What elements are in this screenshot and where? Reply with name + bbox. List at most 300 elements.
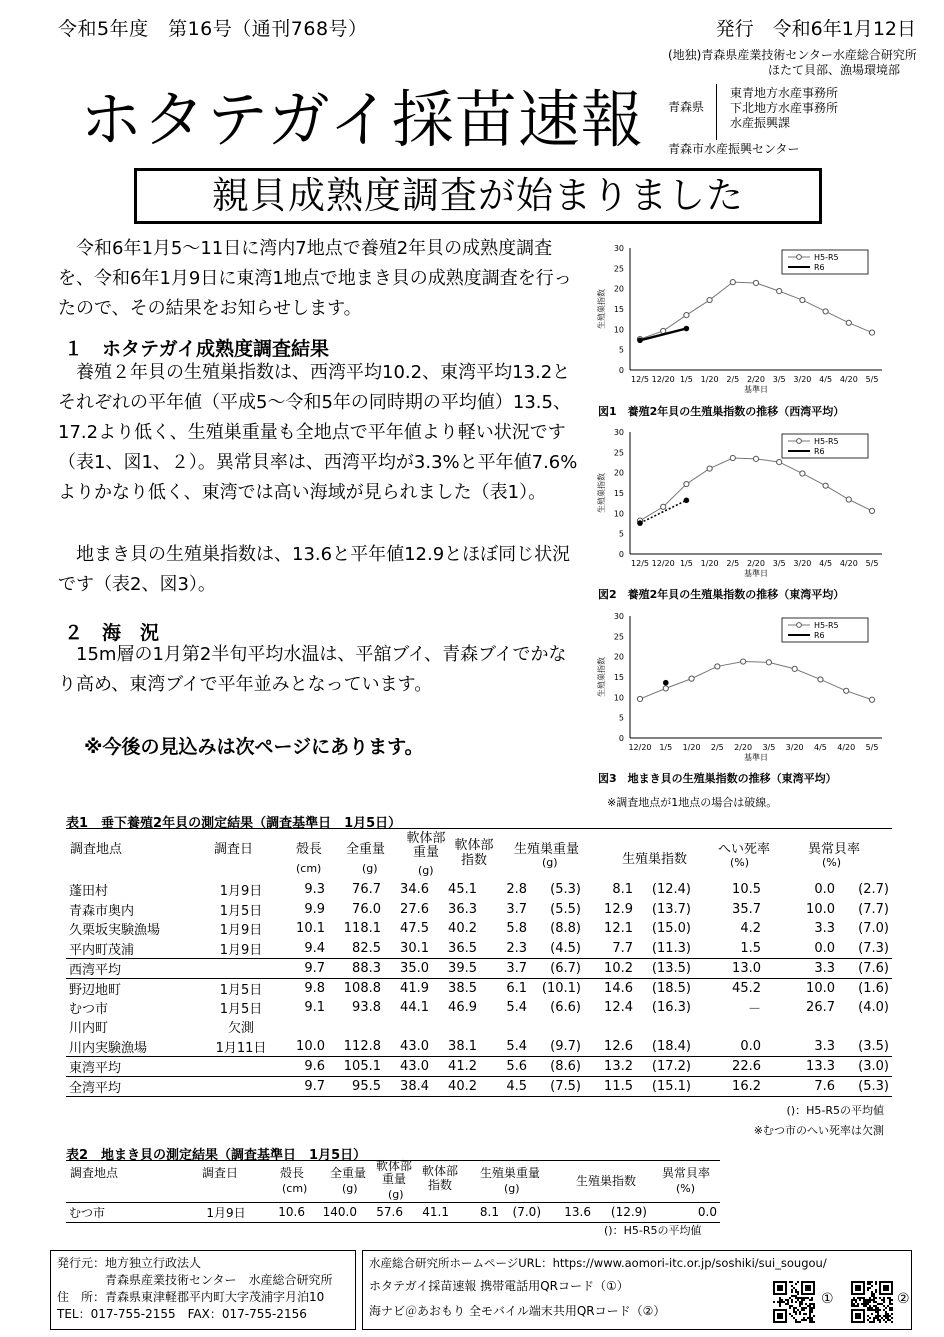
qr-module <box>873 1297 875 1299</box>
series-current-point <box>637 338 643 344</box>
org-pref: 青森県 <box>668 100 705 114</box>
qr-module <box>809 1313 811 1315</box>
series-normal-point <box>637 696 642 701</box>
qr-module <box>871 1291 873 1293</box>
qr-module <box>803 1299 805 1301</box>
qr-module <box>791 1301 793 1303</box>
qr-module <box>783 1301 785 1303</box>
qr-module <box>855 1301 857 1303</box>
series-normal-point <box>869 697 874 702</box>
qr-module <box>875 1305 877 1307</box>
legend-normal-label: H5-R5 <box>814 253 839 262</box>
qr-module <box>779 1299 781 1301</box>
qr-module <box>865 1303 867 1305</box>
qr-module <box>789 1281 791 1283</box>
table1-row: 久栗坂実験漁場 1月9日 10.1 118.1 47.5 40.2 5.8 (8.8) 12.1 (15.0) 4.2 3.3 (7.0) <box>69 921 889 939</box>
series-normal-point <box>800 471 805 476</box>
qr-module <box>867 1319 869 1321</box>
qr-module <box>867 1303 869 1305</box>
table2 <box>66 1202 720 1223</box>
series-normal-point <box>663 686 668 691</box>
qr-module <box>791 1281 793 1283</box>
qr-module <box>887 1305 889 1307</box>
qr-module <box>889 1297 891 1299</box>
qr-module <box>871 1313 873 1315</box>
qr-module <box>853 1299 855 1301</box>
y-tick-label: 20 <box>613 652 624 662</box>
qr-module <box>867 1309 869 1311</box>
qr-module <box>799 1301 801 1303</box>
qr-module <box>793 1317 795 1319</box>
qr-module <box>791 1291 793 1293</box>
qr-module <box>877 1313 879 1315</box>
qr-module <box>891 1313 893 1315</box>
qr-finder-core <box>777 1285 783 1291</box>
y-tick-label: 0 <box>618 366 624 375</box>
qr-module <box>799 1297 801 1299</box>
qr-module <box>871 1295 873 1297</box>
qr-module <box>887 1317 889 1319</box>
section1-heading: １ ホタテガイ成熟度調査結果 <box>64 338 330 360</box>
qr-module <box>803 1309 805 1311</box>
qr-module <box>785 1299 787 1301</box>
org-main: (地独)青森県産業技術センター水産総合研究所 ほたて貝部、漁場環境部 <box>668 48 917 77</box>
series-normal-point <box>730 280 735 285</box>
qr-module <box>873 1305 875 1307</box>
y-tick-label: 0 <box>618 734 624 743</box>
qr-module <box>877 1319 879 1321</box>
qr-module <box>875 1309 877 1311</box>
x-tick-label: 4/20 <box>839 559 858 568</box>
qr-module <box>793 1311 795 1313</box>
x-tick-label: 2/5 <box>710 743 724 752</box>
qr-module <box>801 1309 803 1311</box>
table1-row: 川内実験漁場 1月11日 10.0 112.8 43.0 38.1 5.4 (9.7) 12.6 (18.4) 0.0 3.3 (3.5) <box>66 1037 892 1057</box>
qr-module <box>797 1321 799 1323</box>
x-tick-label: 12/20 <box>628 743 652 752</box>
qr-module <box>873 1319 875 1321</box>
qr-module <box>885 1313 887 1315</box>
qr-module <box>813 1307 815 1309</box>
qr-module <box>809 1311 811 1313</box>
qr-module <box>869 1307 871 1309</box>
x-tick-label: 12/5 <box>631 375 649 384</box>
table2-title: 表2 地まき貝の測定結果（調査基準日 1月5日） <box>66 1148 367 1163</box>
qr-module <box>857 1303 859 1305</box>
qr-module <box>811 1309 813 1311</box>
qr-module <box>885 1321 887 1323</box>
qr-2-marker: ② <box>897 1291 910 1307</box>
qr-module <box>795 1319 797 1321</box>
table1-row: 蓬田村 1月9日 9.3 76.7 34.6 45.1 2.8 (5.3) 8.1 (12.4) 10.5 0.0 (2.7) <box>69 882 889 900</box>
qr-module <box>873 1309 875 1311</box>
qr-module <box>809 1321 811 1323</box>
table1-header: 調査地点 調査日 殻長 (cm) 全重量 (g) 軟体部重量 (g) 軟体部指数 生殖巣重量 (g) 生殖巣指数 へい死率 (%) 異常貝率 (%) <box>70 831 861 877</box>
qr-module <box>889 1309 891 1311</box>
qr-module <box>793 1295 795 1297</box>
x-tick-label: 1/20 <box>682 743 701 752</box>
qr-module <box>801 1301 803 1303</box>
x-tick-label: 2/5 <box>726 375 740 384</box>
qr-module <box>889 1307 891 1309</box>
qr-module <box>877 1303 879 1305</box>
qr-module <box>887 1315 889 1317</box>
qr-module <box>787 1299 789 1301</box>
qr-module <box>801 1303 803 1305</box>
x-tick-label: 2/20 <box>734 743 753 752</box>
qr-module <box>859 1299 861 1301</box>
qr-module <box>881 1299 883 1301</box>
qr-module <box>811 1317 813 1319</box>
x-tick-label: 5/5 <box>865 375 879 384</box>
qr-module <box>851 1305 853 1307</box>
qr-module <box>793 1309 795 1311</box>
qr-module <box>873 1317 875 1319</box>
qr-finder-core <box>855 1313 861 1319</box>
table1-row: 全湾平均 9.7 95.5 38.4 40.2 4.5 (7.5) 11.5 (15.1) 16.2 7.6 (5.3) <box>66 1076 892 1096</box>
y-axis-label: 生殖巣指数 <box>597 473 606 513</box>
section2-paragraph: 15m層の1月第2半旬平均水温は、平舘ブイ、青森ブイでかなり高め、東湾ブイで平年並みとなっています。 <box>58 644 567 695</box>
x-tick-label: 3/5 <box>762 743 776 752</box>
y-tick-label: 15 <box>613 305 624 314</box>
org-sub-list: 東青地方水産事務所 下北地方水産事務所 水産振興課 <box>730 86 839 130</box>
qr-module <box>791 1315 793 1317</box>
series-normal-point <box>707 297 712 302</box>
qr-module <box>885 1315 887 1317</box>
qr-module <box>873 1301 875 1303</box>
qr-label-1: ホタテガイ採苗速報 携帯電話用QRコード（①） <box>369 1279 629 1293</box>
qr-module <box>889 1315 891 1317</box>
qr-module <box>791 1305 793 1307</box>
qr-module <box>871 1299 873 1301</box>
qr-module <box>807 1317 809 1319</box>
qr-module <box>805 1319 807 1321</box>
qr-module <box>799 1303 801 1305</box>
qr-module <box>811 1319 813 1321</box>
series-current-point <box>684 326 690 332</box>
series-normal-point <box>869 330 874 335</box>
qr-module <box>877 1317 879 1319</box>
qr-module <box>853 1305 855 1307</box>
qr-module <box>887 1319 889 1321</box>
qr-module <box>797 1293 799 1295</box>
table1-row: 野辺地町 1月5日 9.8 108.8 41.9 38.5 6.1 (10.1) 14.6 (18.5) 45.2 10.0 (1.6) <box>69 980 889 998</box>
series-normal-line <box>640 662 872 700</box>
qr-module <box>891 1299 893 1301</box>
qr-module <box>869 1299 871 1301</box>
qr-module <box>867 1283 869 1285</box>
qr-module <box>863 1303 865 1305</box>
x-tick-label: 1/20 <box>700 559 719 568</box>
y-axis-label: 生殖巣指数 <box>597 289 606 329</box>
qr-code-1-icon[interactable] <box>773 1281 815 1323</box>
qr-module <box>871 1281 873 1283</box>
qr-module <box>861 1303 863 1305</box>
qr-module <box>805 1307 807 1309</box>
x-tick-label: 4/5 <box>819 559 833 568</box>
qr-module <box>883 1309 885 1311</box>
series-normal-point <box>777 289 782 294</box>
qr-module <box>795 1313 797 1315</box>
qr-module <box>811 1303 813 1305</box>
qr-module <box>793 1287 795 1289</box>
qr-module <box>883 1297 885 1299</box>
qr-module <box>883 1299 885 1301</box>
qr-module <box>871 1309 873 1311</box>
qr-module <box>789 1313 791 1315</box>
qr-module <box>855 1305 857 1307</box>
qr-module <box>863 1301 865 1303</box>
y-tick-label: 5 <box>618 713 624 723</box>
legend-current-label: R6 <box>814 631 825 640</box>
qr-module <box>795 1311 797 1313</box>
x-tick-label: 2/20 <box>747 559 765 568</box>
x-tick-label: 3/5 <box>772 559 786 568</box>
series-normal-line <box>640 458 872 521</box>
chart-seabed-title: 図3 地まき貝の生殖巣指数の推移（東湾平均） <box>598 772 837 785</box>
chart-west-bay <box>594 238 894 398</box>
qr-module <box>807 1305 809 1307</box>
chart-west-bay-title: 図1 養殖2年貝の生殖巣指数の推移（西湾平均） <box>598 405 845 418</box>
table2-row: むつ市 1月9日 10.6 140.0 57.6 41.1 8.1 (7.0) 13.6 (12.9) 0.0 <box>69 1205 717 1220</box>
qr-module <box>889 1301 891 1303</box>
series-current-point <box>684 498 690 504</box>
qr-module <box>813 1321 815 1323</box>
section1-paragraph1: 養殖２年貝の生殖巣指数は、西湾平均10.2、東湾平均13.2とそれぞれの平年値（平成5～令和5年の同時期の平均値）13.5、17.2より低く、生殖巣重量も全地点で平年値より軽い状況です（表1、図1、２）。異常貝率は、西湾平均が3.3%と平年値7.6%よりかなり低く、東湾では高い海域が見られました（表1）。 <box>58 362 578 503</box>
qr-module <box>801 1307 803 1309</box>
x-tick-label: 1/5 <box>659 743 673 752</box>
qr-module <box>883 1305 885 1307</box>
qr-module <box>869 1281 871 1283</box>
legend-normal-marker <box>797 439 802 444</box>
qr-module <box>805 1297 807 1299</box>
qr-module <box>859 1297 861 1299</box>
qr-finder-core <box>855 1285 861 1291</box>
qr-module <box>875 1301 877 1303</box>
qr-module <box>863 1299 865 1301</box>
qr-module <box>797 1309 799 1311</box>
qr-module <box>875 1281 877 1283</box>
qr-module <box>799 1313 801 1315</box>
issue-date: 発行 令和6年1月12日 <box>715 18 916 40</box>
qr-module <box>867 1307 869 1309</box>
qr-module <box>855 1299 857 1301</box>
qr-module <box>885 1311 887 1313</box>
qr-module <box>875 1311 877 1313</box>
qr-module <box>773 1301 775 1303</box>
qr-module <box>781 1301 783 1303</box>
y-tick-label: 25 <box>613 632 624 642</box>
x-tick-label: 1/20 <box>700 375 719 384</box>
qr-module <box>781 1299 783 1301</box>
qr-module <box>787 1301 789 1303</box>
qr-module <box>795 1291 797 1293</box>
qr-module <box>879 1309 881 1311</box>
y-tick-label: 10 <box>613 509 624 519</box>
series-normal-point <box>684 481 689 486</box>
series-normal-point <box>684 313 689 318</box>
homepage-url[interactable]: 水産総合研究所ホームページURL：https://www.aomori-itc.or.jp/soshiki/sui_sougou/ <box>369 1256 827 1270</box>
qr-module <box>865 1301 867 1303</box>
qr-module <box>803 1297 805 1299</box>
table1-title: 表1 垂下養殖2年貝の測定結果（調査基準日 1月5日） <box>66 816 402 831</box>
series-normal-point <box>823 483 828 488</box>
x-tick-label: 4/20 <box>837 743 856 752</box>
qr-module <box>875 1297 877 1299</box>
qr-module <box>803 1307 805 1309</box>
qr-module <box>871 1307 873 1309</box>
qr-module <box>809 1305 811 1307</box>
y-tick-label: 0 <box>618 550 624 559</box>
qr-module <box>851 1299 853 1301</box>
qr-module <box>879 1321 881 1323</box>
qr-module <box>879 1319 881 1321</box>
chart-seabed <box>594 606 894 766</box>
qr-module <box>809 1303 811 1305</box>
qr-module <box>791 1295 793 1297</box>
qr-module <box>867 1289 869 1291</box>
qr-module <box>795 1321 797 1323</box>
table1-row: 平内町茂浦 1月9日 9.4 82.5 30.1 36.5 2.3 (4.5) 7.7 (11.3) 1.5 0.0 (7.3) <box>66 939 892 959</box>
legend-normal-marker <box>797 255 802 260</box>
qr-module <box>887 1313 889 1315</box>
qr-module <box>875 1291 877 1293</box>
qr-module <box>791 1299 793 1301</box>
qr-module <box>873 1295 875 1297</box>
qr-finder-core <box>805 1285 811 1291</box>
qr-module <box>811 1321 813 1323</box>
qr-module <box>891 1309 893 1311</box>
qr-module <box>789 1297 791 1299</box>
qr-module <box>809 1317 811 1319</box>
qr-module <box>869 1283 871 1285</box>
qr-module <box>809 1299 811 1301</box>
qr-module <box>805 1313 807 1315</box>
qr-module <box>871 1321 873 1323</box>
qr-module <box>883 1315 885 1317</box>
qr-module <box>881 1303 883 1305</box>
issue-number: 令和5年度 第16号（通刊768号） <box>58 18 368 40</box>
qr-1-marker: ① <box>821 1291 834 1307</box>
qr-module <box>795 1283 797 1285</box>
qr-module <box>805 1303 807 1305</box>
qr-module <box>877 1307 879 1309</box>
y-tick-label: 5 <box>618 529 624 539</box>
y-axis-label: 生殖巣指数 <box>597 657 606 697</box>
qr-module <box>791 1289 793 1291</box>
qr-module <box>891 1307 893 1309</box>
series-normal-point <box>715 664 720 669</box>
qr-module <box>867 1287 869 1289</box>
footer-publisher: 発行元：地方独立行政法人 青森県産業技術センター 水産総合研究所 住 所：青森県東津軽郡平内町大字茂浦字月泊10 TEL：017-755-2155 FAX：017-755-2156 <box>50 1250 356 1330</box>
qr-module <box>813 1303 815 1305</box>
series-normal-point <box>741 659 746 664</box>
x-tick-label: 2/5 <box>726 559 740 568</box>
qr-module <box>803 1319 805 1321</box>
qr-module <box>811 1297 813 1299</box>
table1-row: 川内町 欠測 <box>69 1021 254 1037</box>
table1-row: 東湾平均 9.6 105.1 43.0 41.2 5.6 (8.6) 13.2 (17.2) 22.6 13.3 (3.0) <box>66 1056 892 1076</box>
x-axis-label: 基準日 <box>744 753 768 762</box>
qr-module <box>873 1321 875 1323</box>
series-normal-point <box>707 466 712 471</box>
qr-module <box>885 1317 887 1319</box>
legend-current-label: R6 <box>814 263 825 272</box>
qr-module <box>869 1297 871 1299</box>
qr-module <box>797 1281 799 1283</box>
qr-module <box>779 1301 781 1303</box>
x-tick-label: 3/5 <box>772 375 786 384</box>
qr-module <box>871 1285 873 1287</box>
qr-module <box>877 1311 879 1313</box>
qr-module <box>801 1299 803 1301</box>
qr-module <box>797 1291 799 1293</box>
qr-module <box>867 1301 869 1303</box>
qr-module <box>877 1315 879 1317</box>
series-normal-point <box>792 666 797 671</box>
qr-module <box>879 1315 881 1317</box>
y-tick-label: 30 <box>613 428 624 437</box>
series-normal-point <box>869 508 874 513</box>
table2-note: ()：H5-R5の平均値 <box>604 1224 702 1237</box>
series-normal-point <box>844 688 849 693</box>
table2-header: 調査地点 調査日 殻長 (cm) 全重量 (g) 軟体部重量 (g) 軟体部指数 生殖巣重量 (g) 生殖巣指数 異常貝率 (%) <box>70 1159 711 1201</box>
series-normal-point <box>823 309 828 314</box>
y-tick-label: 30 <box>613 612 624 621</box>
table1 <box>66 880 892 1097</box>
series-current-point <box>663 680 669 686</box>
qr-module <box>791 1285 793 1287</box>
qr-module <box>863 1305 865 1307</box>
y-tick-label: 20 <box>613 468 624 478</box>
qr-module <box>863 1297 865 1299</box>
series-normal-point <box>800 297 805 302</box>
series-normal-point <box>777 459 782 464</box>
y-tick-label: 30 <box>613 244 624 253</box>
intro-paragraph: 令和6年1月5～11日に湾内7地点で養殖2年貝の成熟度調査を、令和6年1月9日に東湾1地点で地まき貝の成熟度調査を行ったので、その結果をお知らせします。 <box>58 238 572 319</box>
qr-module <box>865 1305 867 1307</box>
qr-module <box>809 1319 811 1321</box>
qr-module <box>891 1321 893 1323</box>
qr-label-2: 海ナビ＠あおもり 全モバイル端末共用QRコード（②） <box>369 1304 666 1318</box>
x-axis-label: 基準日 <box>744 385 768 394</box>
qr-module <box>779 1305 781 1307</box>
qr-module <box>789 1307 791 1309</box>
qr-module <box>861 1297 863 1299</box>
qr-module <box>797 1297 799 1299</box>
series-current-point <box>637 520 643 526</box>
qr-code-2-icon[interactable] <box>851 1281 893 1323</box>
x-tick-label: 12/20 <box>651 375 675 384</box>
y-tick-label: 15 <box>613 673 624 682</box>
y-tick-label: 5 <box>618 345 624 355</box>
qr-module <box>789 1305 791 1307</box>
qr-module <box>865 1299 867 1301</box>
qr-module <box>869 1305 871 1307</box>
qr-module <box>801 1297 803 1299</box>
series-normal-point <box>846 497 851 502</box>
qr-module <box>787 1303 789 1305</box>
qr-module <box>813 1305 815 1307</box>
qr-module <box>853 1303 855 1305</box>
qr-module <box>867 1315 869 1317</box>
qr-module <box>875 1289 877 1291</box>
qr-module <box>875 1317 877 1319</box>
qr-module <box>871 1293 873 1295</box>
qr-module <box>869 1321 871 1323</box>
x-tick-label: 1/5 <box>679 375 693 384</box>
series-normal-point <box>661 504 666 509</box>
